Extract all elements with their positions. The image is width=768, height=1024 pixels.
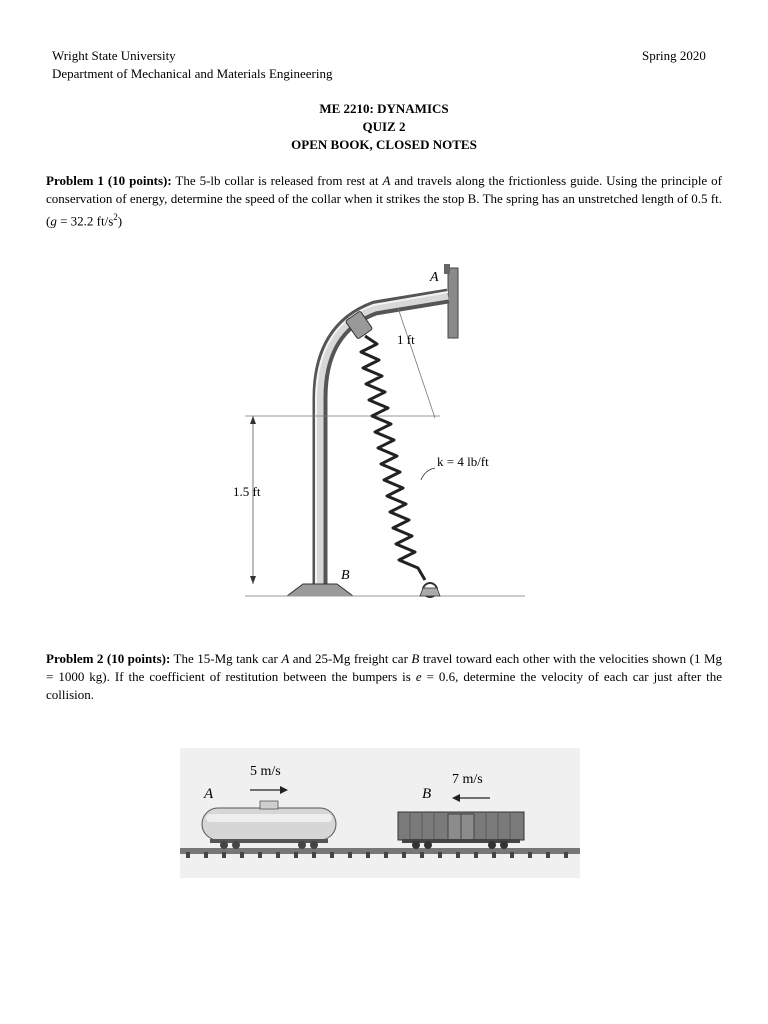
fig1-label-b: B <box>341 568 350 583</box>
course-title: ME 2210: DYNAMICS <box>319 101 449 116</box>
collar-spring-figure <box>225 248 545 618</box>
railcar-figure <box>180 748 580 878</box>
department-name: Department of Mechanical and Materials Engineering <box>52 66 333 81</box>
fig2-label-a: A <box>204 786 214 802</box>
fig1-label-a: A <box>430 270 439 285</box>
fig2-label-va: 5 m/s <box>250 764 281 779</box>
fig2-label-b: B <box>422 786 432 802</box>
term: Spring 2020 <box>642 48 706 63</box>
quiz-title: QUIZ 2 <box>362 119 406 134</box>
problem-2-text: Problem 2 (10 points): The 15-Mg tank car A and 25-Mg freight car B travel toward each other with the velocities shown (1 Mg = 1000 kg). If the coefficient of restitution between the bumpers is e = 0.6, determine the velocity of each car just after the collision. <box>46 651 723 702</box>
fig1-label-k: k = 4 lb/ft <box>437 454 489 469</box>
problem-1-text: Problem 1 (10 points): The 5-lb collar is released from rest at A and travels along the frictionless guide. Using the principle of conservation of energy, determine the speed of the collar when it strikes the stop B. The spring has an unstretched length of 0.5 ft. (g = 32.2 $ft/s^2$) <box>46 173 722 229</box>
rules-title: OPEN BOOK, CLOSED NOTES <box>291 137 477 152</box>
problem-1-label: Problem 1 (10 points): <box>46 173 172 188</box>
fig1-label-1ft: 1 ft <box>397 332 415 347</box>
fig2-label-vb: 7 m/s <box>452 772 483 787</box>
university-name: Wright State University <box>52 48 176 63</box>
fig1-label-1-5ft: 1.5 ft <box>233 484 261 499</box>
problem-2-label: Problem 2 (10 points): <box>46 651 171 666</box>
railcar-drawing <box>180 748 580 878</box>
collar-spring-drawing <box>225 248 545 618</box>
